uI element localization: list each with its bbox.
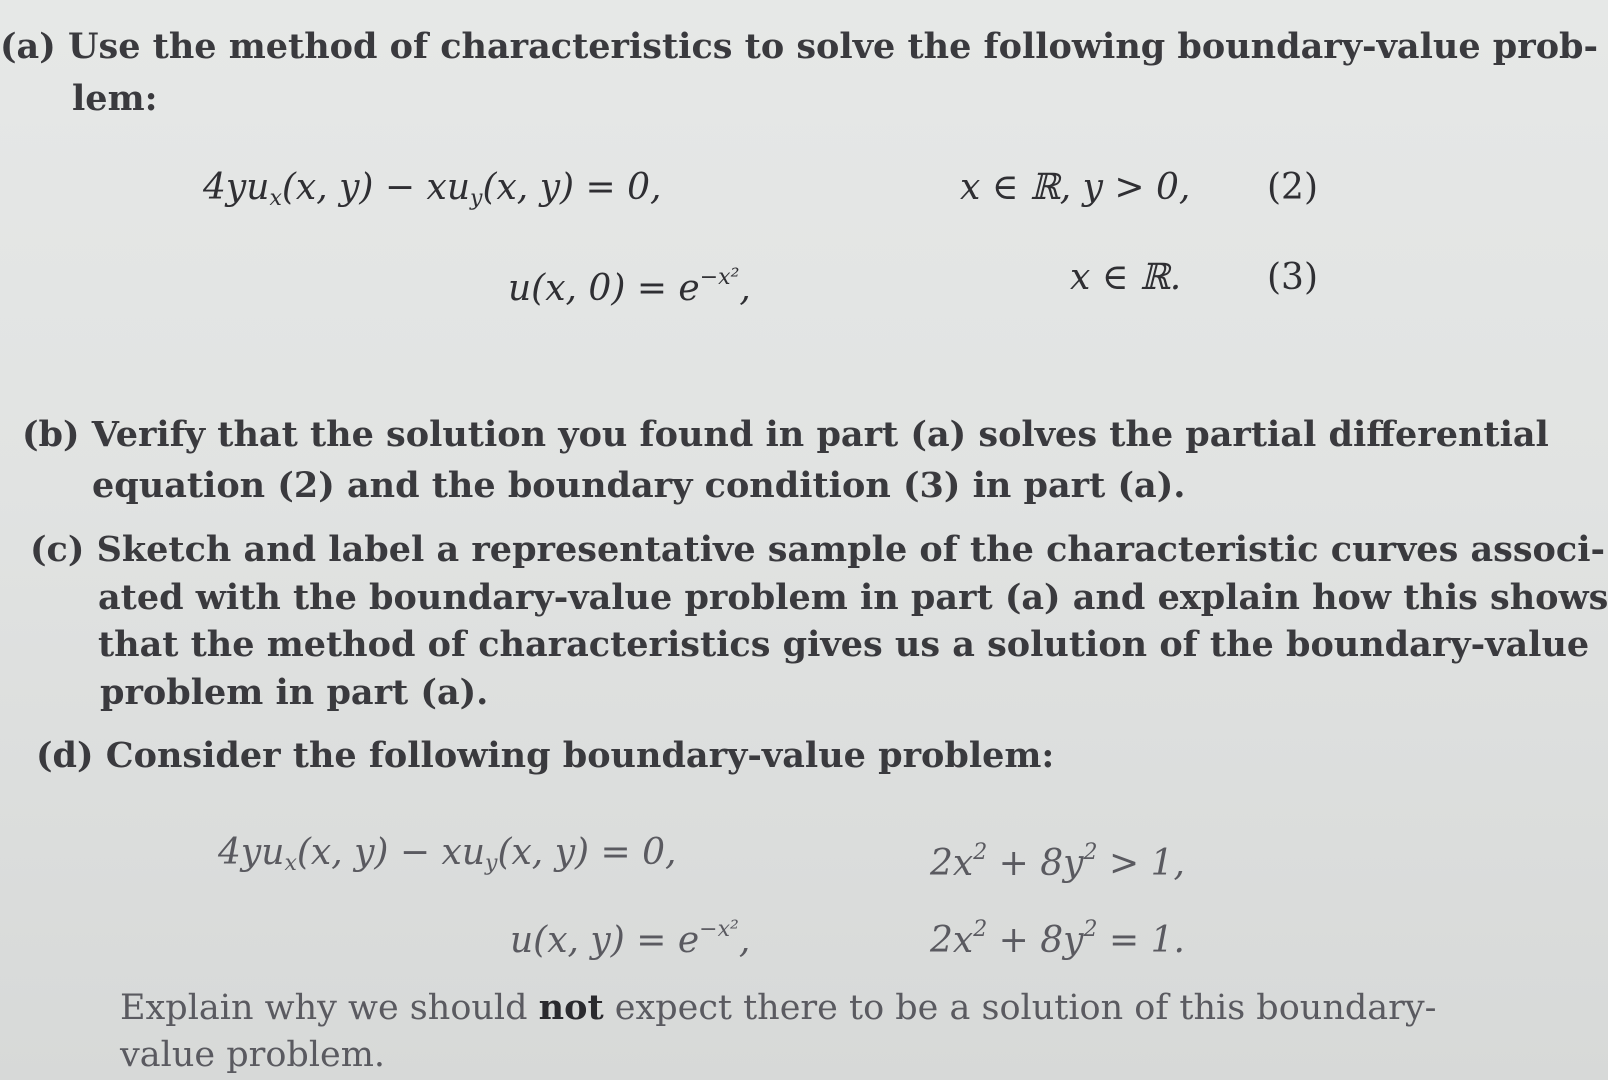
- pde-d-lhs: 4yu: [218, 832, 285, 873]
- part-c-line2: ated with the boundary-value problem in part (a) and explain how this shows: [98, 577, 1608, 618]
- bc-equation-d: [510, 910, 750, 961]
- pde-a-mid1: (x, y) − xu: [281, 167, 471, 208]
- bc-d-domain-c: = 1.: [1097, 920, 1185, 961]
- bc-a-lhs: u(x, 0) = e: [508, 268, 700, 309]
- explain-emphasis: not: [538, 987, 604, 1028]
- pde-d-domain-b: + 8y: [987, 843, 1084, 884]
- part-d-label: (d): [36, 735, 94, 776]
- part-b-text: Verify that the solution you found in part (a) solves the partial differential: [91, 414, 1549, 455]
- bc-d-exp: −x²: [699, 917, 739, 942]
- bc-domain-d: [930, 910, 1185, 961]
- pde-equation-a: [203, 168, 661, 219]
- pde-a-sub-x: x: [269, 186, 282, 211]
- pde-d-domain-a: 2x: [930, 843, 974, 884]
- pde-domain-a: x ∈ ℝ, y > 0,: [960, 167, 1191, 208]
- pde-domain-d: [930, 833, 1185, 884]
- part-c-label: (c): [30, 529, 85, 570]
- part-b-line2: equation (2) and the boundary condition (3) in part (a).: [92, 465, 1186, 506]
- pde-d-mid1: (x, y) − xu: [296, 832, 486, 873]
- explain-post: expect there to be a solution of this boundary-: [603, 988, 1437, 1028]
- pde-a-mid2: (x, y) = 0,: [482, 167, 662, 208]
- part-b-label: (b): [22, 414, 80, 455]
- bc-d-sq1: 2: [973, 917, 988, 942]
- pde-a-lhs: 4yu: [203, 167, 270, 208]
- equation-number-3: (3): [1267, 257, 1318, 298]
- part-a-label: (a): [0, 26, 56, 67]
- part-c-text: Sketch and label a representative sample of the characteristic curves associ-: [96, 529, 1606, 570]
- pde-d-domain-c: > 1,: [1097, 843, 1185, 884]
- bc-d-domain-a: 2x: [930, 920, 974, 961]
- part-d-explain-line1: [120, 983, 1436, 1033]
- pde-a-sub-y: y: [470, 186, 483, 211]
- bc-a-tail: ,: [739, 268, 751, 309]
- part-b-line1: [22, 410, 1549, 460]
- explain-pre: Explain why we should: [120, 988, 539, 1028]
- pde-d-sq1: 2: [973, 840, 988, 865]
- pde-d-sub-y: y: [485, 851, 498, 876]
- part-d-explain-line2: value problem.: [120, 1035, 386, 1075]
- pde-d-sub-x: x: [284, 851, 297, 876]
- part-a-line1: [0, 22, 1598, 72]
- part-c-line1: [30, 525, 1605, 575]
- equation-number-2: (2): [1267, 167, 1318, 208]
- bc-domain-a: x ∈ ℝ.: [1070, 257, 1182, 298]
- bc-a-exp: −x²: [699, 265, 740, 290]
- part-a-line2: lem:: [72, 78, 158, 119]
- part-d-text: Consider the following boundary-value problem:: [105, 735, 1055, 776]
- bc-d-lhs: u(x, y) = e: [510, 920, 700, 961]
- bc-d-sq2: 2: [1083, 917, 1098, 942]
- bc-equation-a: [508, 258, 751, 309]
- part-c-line4: problem in part (a).: [100, 672, 489, 713]
- part-c-line3: that the method of characteristics gives us a solution of the boundary-value: [98, 624, 1590, 665]
- pde-equation-d: [218, 833, 676, 884]
- pde-d-sq2: 2: [1083, 840, 1098, 865]
- bc-d-domain-b: + 8y: [987, 920, 1084, 961]
- bc-d-tail: ,: [738, 920, 751, 961]
- pde-d-mid2: (x, y) = 0,: [497, 832, 677, 873]
- part-d-line1: [36, 731, 1054, 781]
- part-a-text: Use the method of characteristics to solve the following boundary-value prob-: [68, 26, 1599, 67]
